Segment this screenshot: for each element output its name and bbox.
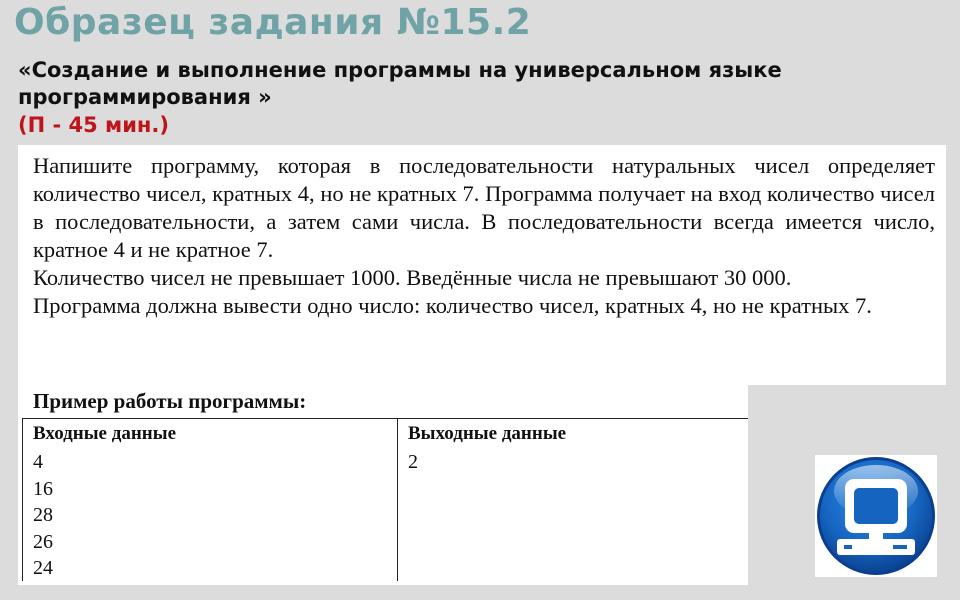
output-header: Выходные данные: [408, 423, 567, 444]
task-text-box: [18, 145, 946, 385]
computer-icon: [815, 455, 937, 577]
task-paragraph-1: Напишите программу, которая в последовательности натуральных чисел определяет количество чисел, кратных 4, но не кратных 7. Программа получает на вход количество чисел в последовательности, а затем сами числа. В последовательности всегда имеется число, кратное 4 и не кратное 7.: [33, 153, 935, 262]
output-value: 2: [408, 451, 418, 473]
input-values: [33, 449, 53, 582]
input-header: Входные данные: [33, 423, 177, 444]
slide-title: Образец задания №15.2: [14, 2, 532, 43]
example-box: [18, 385, 748, 585]
input-value: 26: [33, 530, 53, 553]
example-title: Пример работы программы:: [33, 389, 307, 413]
input-value: 28: [33, 504, 53, 526]
input-value: 4: [33, 451, 43, 473]
io-table: [22, 418, 748, 581]
output-values: [408, 449, 418, 476]
slide-subtitle: «Создание и выполнение программы на универсальном языке программирования »: [18, 58, 782, 109]
input-value: 24: [33, 557, 53, 579]
output-column: [398, 419, 748, 581]
time-limit: (П - 45 мин.): [18, 113, 170, 137]
task-text: [33, 152, 935, 320]
task-paragraph-3: Программа должна вывести одно число: количество чисел, кратных 4, но не кратных 7.: [33, 293, 872, 318]
input-value: 16: [33, 477, 53, 500]
input-column: [22, 419, 398, 581]
task-paragraph-2: Количество чисел не превышает 1000. Введённые числа не превышают 30 000.: [33, 265, 792, 290]
